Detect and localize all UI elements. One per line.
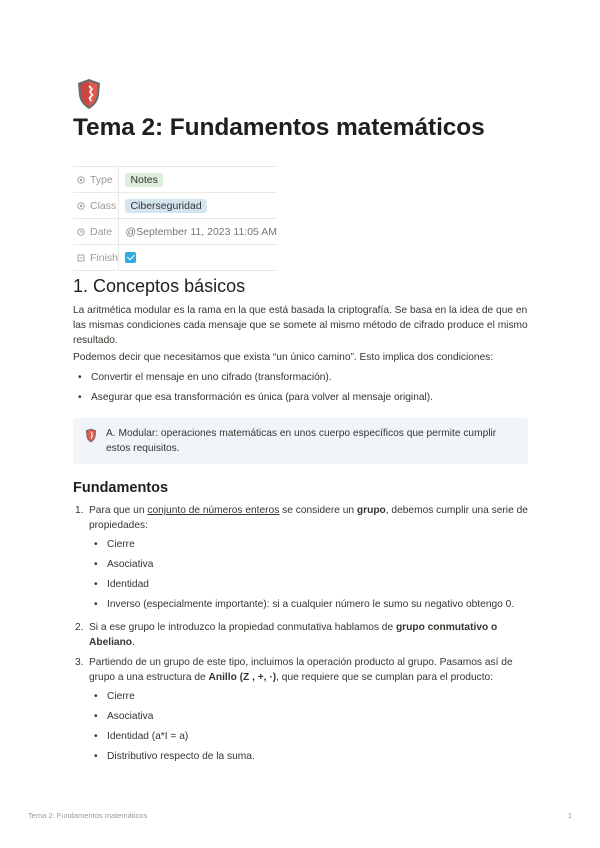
list-item — [73, 503, 531, 620]
conditions-list — [73, 370, 531, 410]
text: , que requiere que se cumplan para el producto: — [276, 672, 494, 683]
property-key-finish — [73, 245, 119, 271]
list-number: 2. — [75, 622, 84, 633]
type-tag[interactable]: Notes — [125, 173, 162, 187]
sub-list — [89, 689, 531, 769]
list-item: • Distributivo respecto de la suma. — [89, 749, 531, 769]
finish-checkbox[interactable] — [125, 252, 136, 263]
class-tag[interactable]: Ciberseguridad — [125, 199, 206, 213]
property-row-type — [73, 167, 277, 193]
text: Para que un — [89, 505, 148, 516]
property-key-label: Finish — [90, 251, 119, 264]
text: Si a ese grupo le introduzco la propiedad conmutativa hablamos de — [89, 622, 396, 633]
bold-text: Anillo (Z , +, ·) — [208, 672, 277, 683]
date-value[interactable]: @September 11, 2023 11:05 AM — [125, 225, 277, 238]
paragraph-intro: La aritmética modular es la rama en la que está basada la criptografía. Se basa en la idea de que en las mismas condiciones cada mensaje que se somete al mismo método de cifrado produce el mismo resultado. — [73, 305, 528, 346]
property-row-date — [73, 219, 277, 245]
circle-dot-icon — [77, 202, 85, 210]
page-number: 1 — [567, 811, 572, 820]
list-item: • Inverso (especialmente importante): si a cualquier número le sumo su negativo obtengo 0. — [89, 597, 531, 617]
section-heading-fundamentos: Fundamentos — [73, 480, 169, 496]
list-item: • Asociativa — [89, 709, 531, 729]
list-item: • Asegurar que esa transformación es única (para volver al mensaje original). — [73, 390, 531, 410]
property-key-label: Date — [90, 225, 113, 238]
list-item: • Identidad (a*I = a) — [89, 729, 531, 749]
list-number: 1. — [75, 505, 84, 516]
text: se considere un — [279, 505, 357, 516]
list-item: • Asociativa — [89, 557, 531, 577]
list-item: • Convertir el mensaje en uno cifrado (transformación). — [73, 370, 531, 390]
shield-icon — [76, 78, 102, 110]
paragraph-conditions: Podemos decir que necesitamos que exista “un único camino”. Esto implica dos condiciones: — [73, 352, 494, 363]
shield-icon — [85, 428, 97, 443]
circle-dot-icon — [77, 176, 85, 184]
property-key-type — [73, 167, 119, 193]
list-item — [73, 620, 531, 655]
text: , debemos cumplir una serie de propiedades: — [89, 505, 528, 531]
section-heading-conceptos: 1. Conceptos básicos — [73, 276, 246, 296]
text: Partiendo de un grupo de este tipo, incluimos la operación producto al grupo. Pasamos así de grupo a una estructura de — [89, 657, 513, 683]
page-title: Tema 2: Fundamentos matemáticos — [73, 114, 485, 141]
underlined-text: conjunto de números enteros — [147, 505, 280, 516]
callout — [73, 418, 528, 464]
bold-text: grupo — [356, 505, 386, 516]
bold-text: grupo conmutativo o Abeliano — [89, 622, 498, 648]
footer-title: Tema 2: Fundamentos matemáticos — [28, 811, 148, 820]
text: . — [132, 637, 135, 648]
list-item: • Identidad — [89, 577, 531, 597]
sub-list — [89, 537, 531, 617]
fundamentos-list — [73, 503, 531, 775]
property-key-label: Type — [90, 173, 113, 186]
list-number: 3. — [75, 657, 84, 668]
property-key-label: Class — [90, 199, 117, 212]
checkbox-icon — [77, 254, 85, 262]
clock-icon — [77, 228, 85, 236]
list-item: • Cierre — [89, 689, 531, 709]
callout-text: A. Modular: operaciones matemáticas en unos cuerpo específicos que permite cumplir estos requisitos. — [106, 428, 497, 454]
property-key-class — [73, 193, 119, 219]
list-item: • Cierre — [89, 537, 531, 557]
properties-table — [73, 166, 277, 271]
property-row-finish — [73, 245, 277, 271]
list-item — [73, 655, 531, 775]
property-row-class — [73, 193, 277, 219]
property-key-date — [73, 219, 119, 245]
